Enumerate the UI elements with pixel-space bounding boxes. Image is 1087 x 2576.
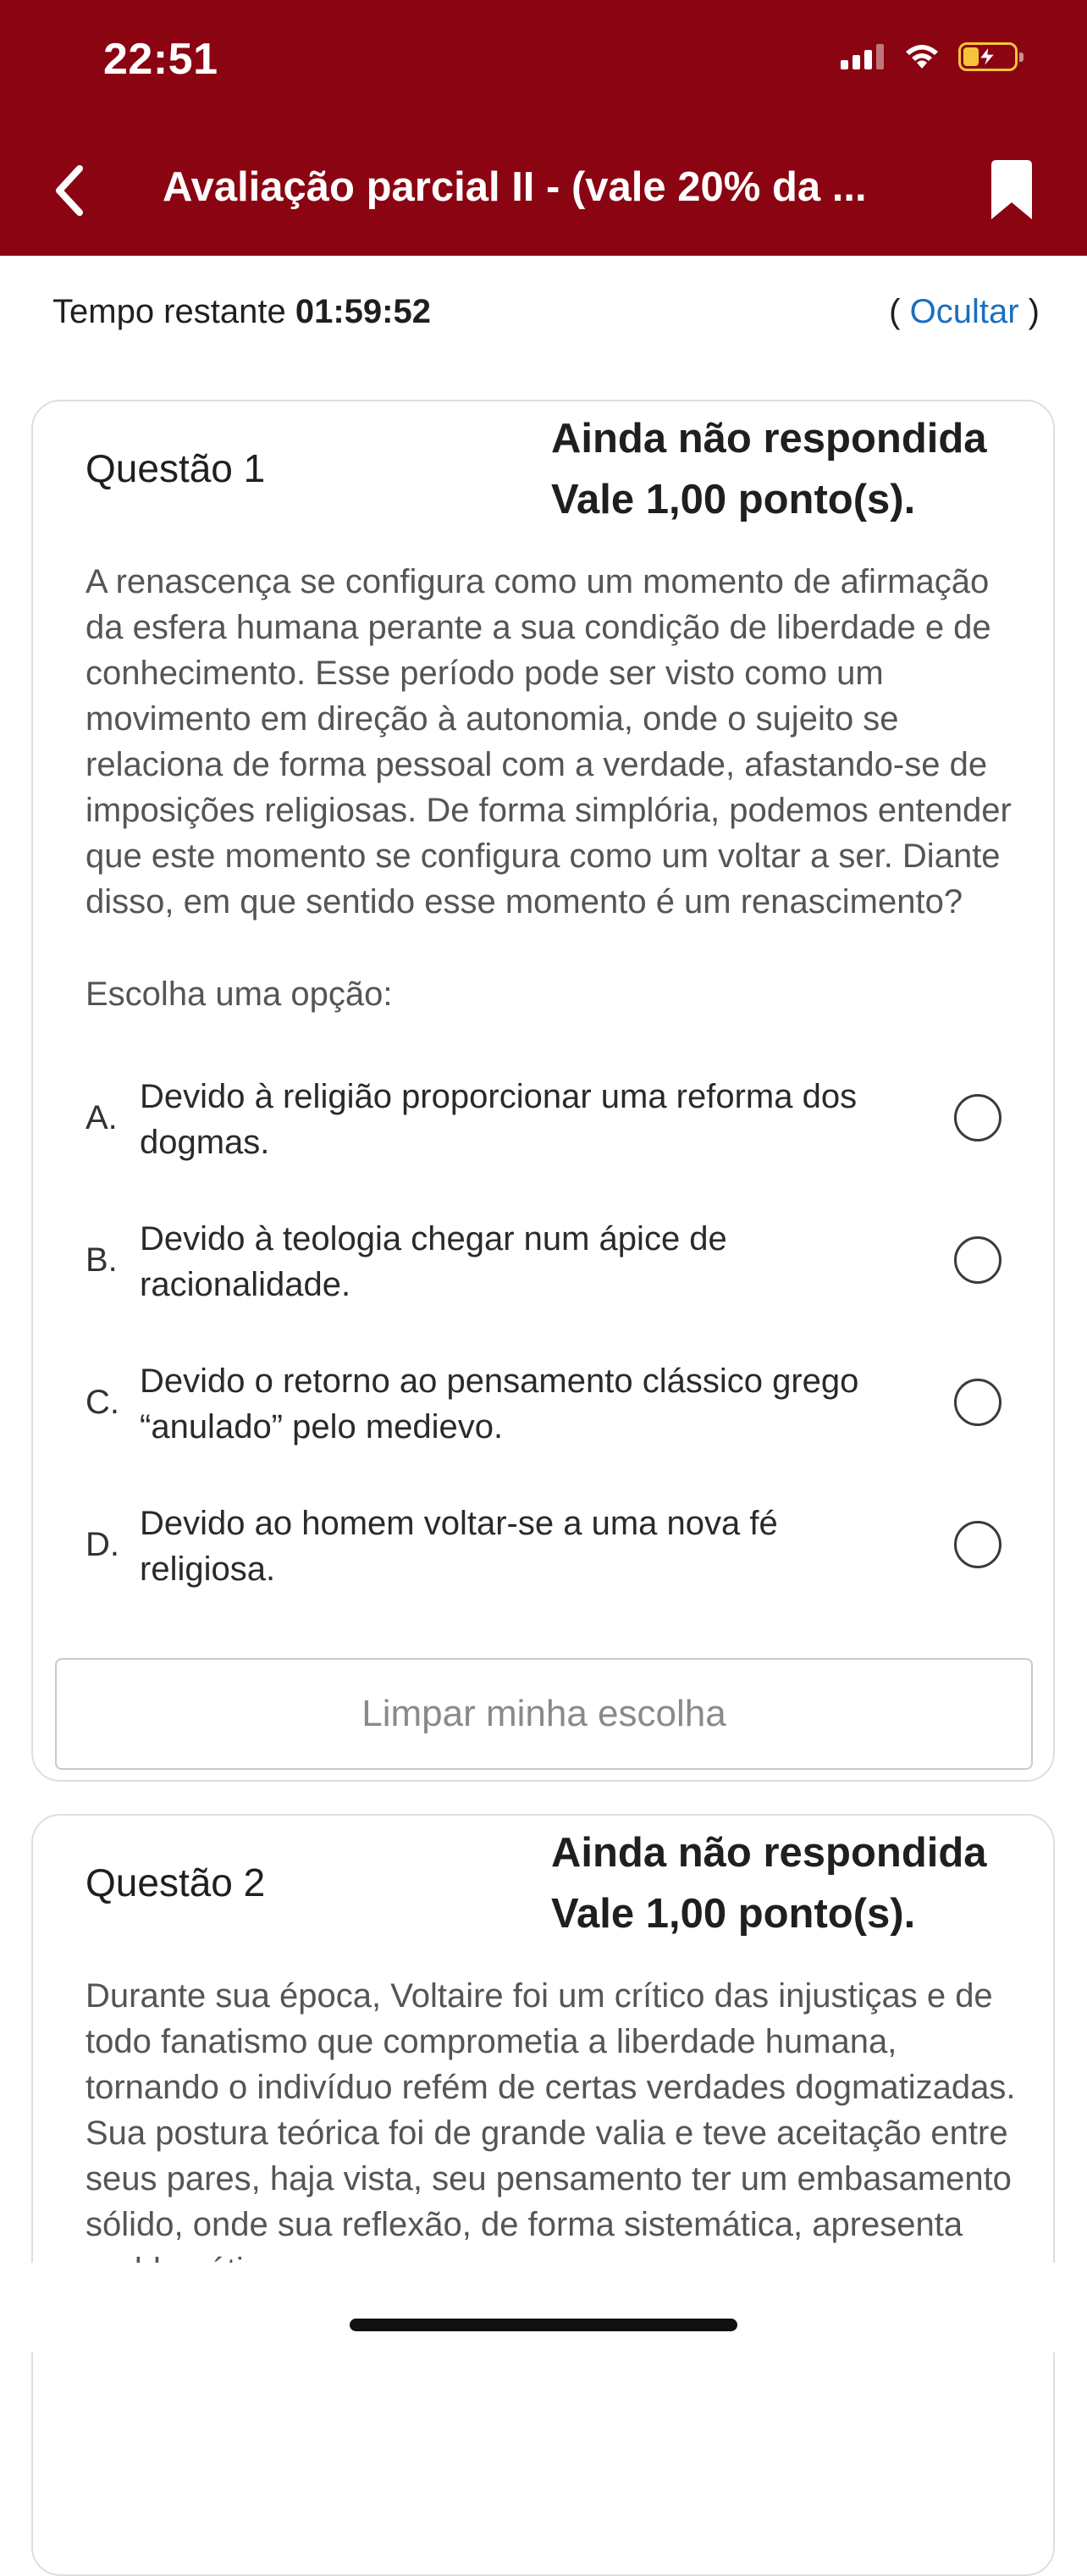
- status-time: 22:51: [103, 35, 218, 84]
- clear-choice-button[interactable]: Limpar minha escolha: [55, 1658, 1033, 1770]
- battery-charging-icon: [958, 42, 1018, 71]
- question-points: Vale 1,00 ponto(s).: [551, 1891, 916, 1937]
- hide-timer-link[interactable]: Ocultar: [909, 293, 1019, 330]
- option-label: Devido à teologia chegar num ápice de racionalidade.: [140, 1220, 727, 1303]
- option-d[interactable]: [86, 1501, 1034, 1611]
- back-button[interactable]: [44, 161, 95, 220]
- bottom-safe-area: [0, 2263, 1087, 2352]
- cellular-signal-icon: [841, 44, 884, 69]
- page-title: Avaliação parcial II - (vale 20% da ...: [163, 164, 867, 210]
- app-header: [0, 0, 1087, 256]
- option-b[interactable]: [86, 1216, 1034, 1326]
- option-a[interactable]: [86, 1074, 1034, 1184]
- time-remaining-label: Tempo restante: [52, 293, 286, 330]
- home-indicator[interactable]: [350, 2319, 737, 2331]
- question-title: Questão 1: [86, 446, 266, 490]
- question-answer-state: Ainda não respondida: [551, 1830, 987, 1876]
- option-label: Devido ao homem voltar-se a uma nova fé religiosa.: [140, 1505, 778, 1588]
- option-c[interactable]: [86, 1358, 1034, 1468]
- question-title: Questão 2: [86, 1860, 266, 1904]
- paren-open: (: [889, 293, 901, 330]
- option-letter: C.: [86, 1384, 119, 1421]
- option-letter: B.: [86, 1241, 118, 1279]
- status-icons: [841, 42, 1018, 71]
- question-text: A renascença se configura como um momento de afirmação da esfera humana perante a sua condição de liberdade e de conhecimento. Esse período pode ser visto como um movimento em direção à autonomia, onde o sujeito se relaciona de forma pessoal com a verdade, afastando-se de imposições religiosas. De forma simplória, podemos entender que este momento se configura como um voltar a ser. Diante disso, em que sentido esse momento é um renascimento?: [86, 563, 1012, 920]
- option-label: Devido o retorno ao pensamento clássico grego “anulado” pelo medievo.: [140, 1363, 859, 1446]
- option-radio[interactable]: [954, 1236, 1001, 1284]
- question-card-1: [31, 400, 1055, 1782]
- question-text: Durante sua época, Voltaire foi um crítico das injustiças e de todo fanatismo que comprometia a liberdade humana, tornando o indivíduo refém de certas verdades dogmatizadas. Sua postura teórica foi de grande valia e teve aceitação entre seus pares, haja vista, seu pensamento ter um embasamento sólido, onde sua reflexão, de forma sistemática, apresenta: [86, 1977, 1016, 2243]
- option-letter: D.: [86, 1526, 119, 1563]
- bookmark-button[interactable]: [985, 158, 1038, 222]
- option-radio[interactable]: [954, 1379, 1001, 1426]
- question-prompt: Escolha uma opção:: [86, 976, 393, 1013]
- option-radio[interactable]: [954, 1521, 1001, 1568]
- time-remaining-value: 01:59:52: [295, 293, 431, 330]
- hide-timer-toggle: [889, 293, 1040, 331]
- paren-close: ): [1028, 293, 1040, 330]
- wifi-icon: [902, 42, 941, 71]
- question-card-2: [31, 1814, 1055, 2576]
- chevron-left-icon: [52, 163, 86, 218]
- option-letter: A.: [86, 1099, 118, 1136]
- option-radio[interactable]: [954, 1094, 1001, 1142]
- time-remaining: [52, 293, 431, 331]
- option-label: Devido à religião proporcionar uma reforma dos dogmas.: [140, 1078, 858, 1161]
- question-points: Vale 1,00 ponto(s).: [551, 477, 916, 522]
- question-status: [551, 408, 1025, 530]
- bookmark-icon: [988, 158, 1035, 221]
- question-answer-state: Ainda não respondida: [551, 416, 987, 462]
- question-status: [551, 1822, 1025, 1944]
